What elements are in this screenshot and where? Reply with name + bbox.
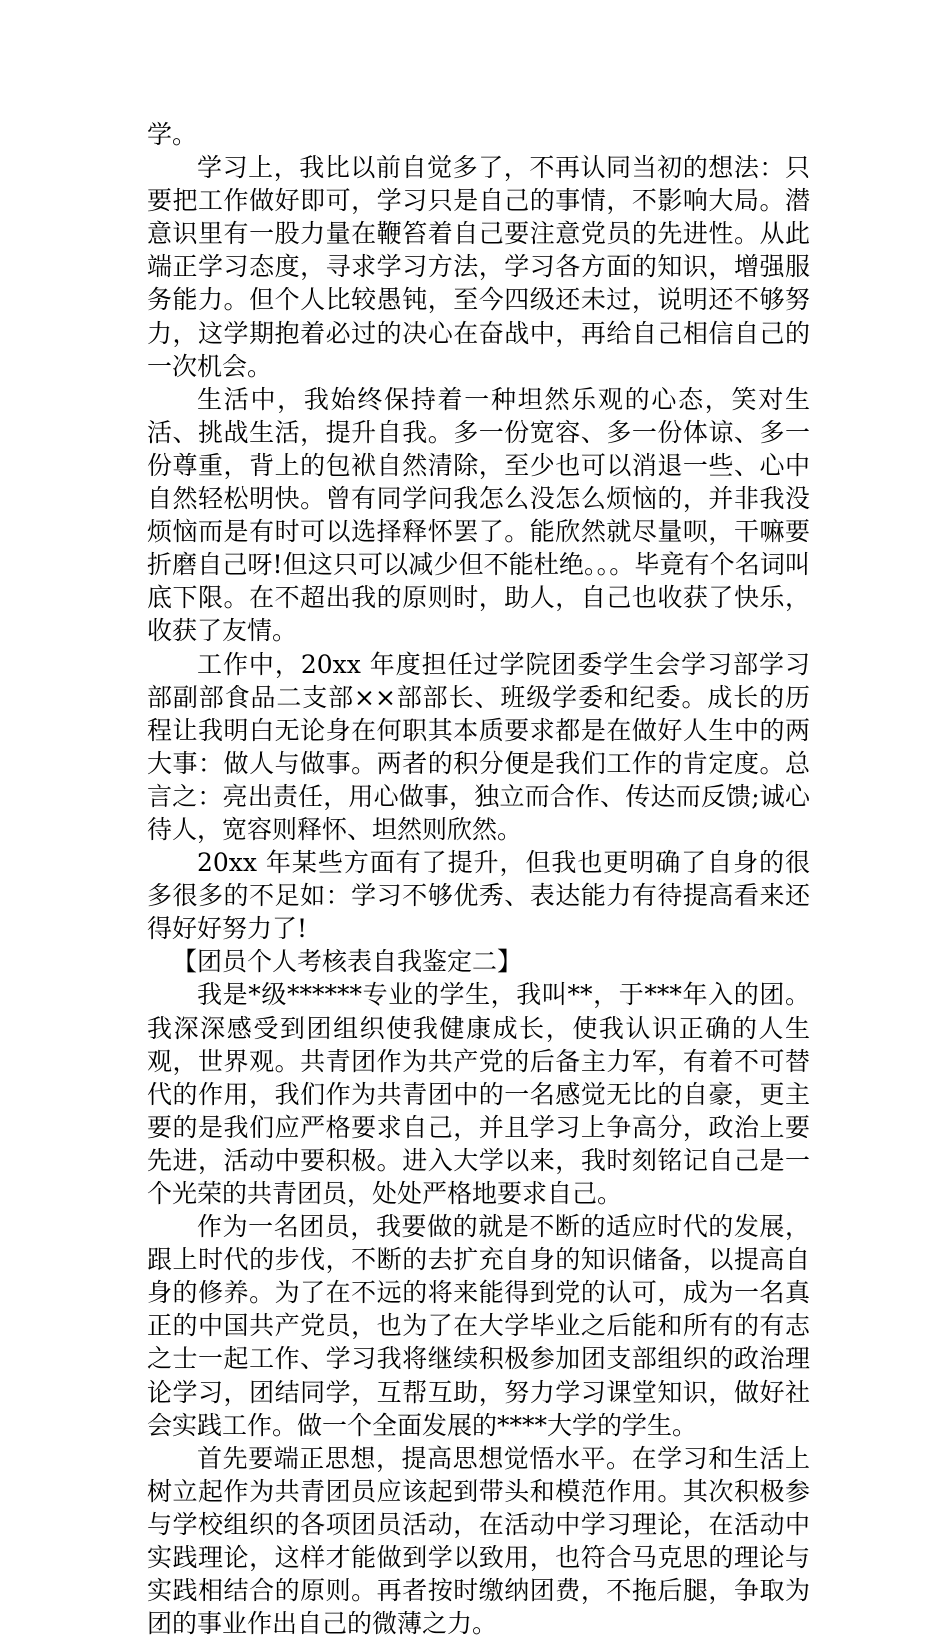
continuation-text: 学。: [147, 120, 198, 149]
paragraph-work: 工作中，20xx 年度担任过学院团委学生会学习部学习部副部食品二支部××部部长、班级学委和纪委。成长的历程让我明白无论身在何职其本质要求都是在做好人生中的两大事：做人与做事。两者的积分便是我们工作的肯定度。总言之：亮出责任，用心做事，独立而合作、传达而反馈;诚心待人，宽容则释怀、坦然则欣然。: [147, 649, 810, 844]
paragraph-study: 学习上，我比以前自觉多了，不再认同当初的想法：只要把工作做好即可，学习只是自己的事情，不影响大局。潜意识里有一股力量在鞭笞着自己要注意党员的先进性。从此端正学习态度，寻求学习方法，学习各方面的知识，增强服务能力。但个人比较愚钝，至今四级还未过，说明还不够努力，这学期抱着必过的决心在奋战中，再给自己相信自己的一次机会。: [147, 153, 810, 381]
paragraph-life: 生活中，我始终保持着一种坦然乐观的心态，笑对生活、挑战生活，提升自我。多一份宽容、多一份体谅、多一份尊重，背上的包袱自然清除，至少也可以消退一些、心中自然轻松明快。曾有同学问我怎么没怎么烦恼的，并非我没烦恼而是有时可以选择释怀罢了。能欣然就尽量呗，干嘛要折磨自己呀!但这只可以减少但不能杜绝。。。毕竟有个名词叫底下限。在不超出我的原则时，助人，自己也收获了快乐，收获了友情。: [147, 384, 810, 646]
section-heading: 【团员个人考核表自我鉴定二】: [172, 947, 523, 977]
paragraph-member-duty: 作为一名团员，我要做的就是不断的适应时代的发展，跟上时代的步伐，不断的去扩充自身的知识储备，以提高自身的修养。为了在不远的将来能得到党的认可，成为一名真正的中国共产党员，也为了在大学毕业之后能和所有的有志之士一起工作、学习我将继续积极参加团支部组织的政治理论学习，团结同学，互帮互助，努力学习课堂知识，做好社会实践工作。做一个全面发展的****大学的学生。: [147, 1212, 810, 1440]
paragraph-intro: 我是*级******专业的学生，我叫**，于***年入的团。我深深感受到团组织使我健康成长，使我认识正确的人生观，世界观。共青团作为共产党的后备主力军，有着不可替代的作用，我们作为共青团中的一名感觉无比的自豪，更主要的是我们应严格要求自己，并且学习上争高分，政治上要先进，活动中要积极。进入大学以来，我时刻铭记自己是一个光荣的共青团员，处处严格地要求自己。: [147, 980, 810, 1208]
document-page: [147, 118, 810, 1640]
paragraph-thoughts: 首先要端正思想，提高思想觉悟水平。在学习和生活上树立起作为共青团员应该起到带头和模范作用。其次积极参与学校组织的各项团员活动，在活动中学习理论，在活动中实践理论，这样才能做到学以致用，也符合马克思的理论与实践相结合的原则。再者按时缴纳团费，不拖后腿，争取为团的事业作出自己的微薄之力。: [147, 1443, 810, 1639]
paragraph-summary: 20xx 年某些方面有了提升，但我也更明确了自身的很多很多的不足如：学习不够优秀、表达能力有待提高看来还得好好努力了!: [147, 848, 810, 944]
